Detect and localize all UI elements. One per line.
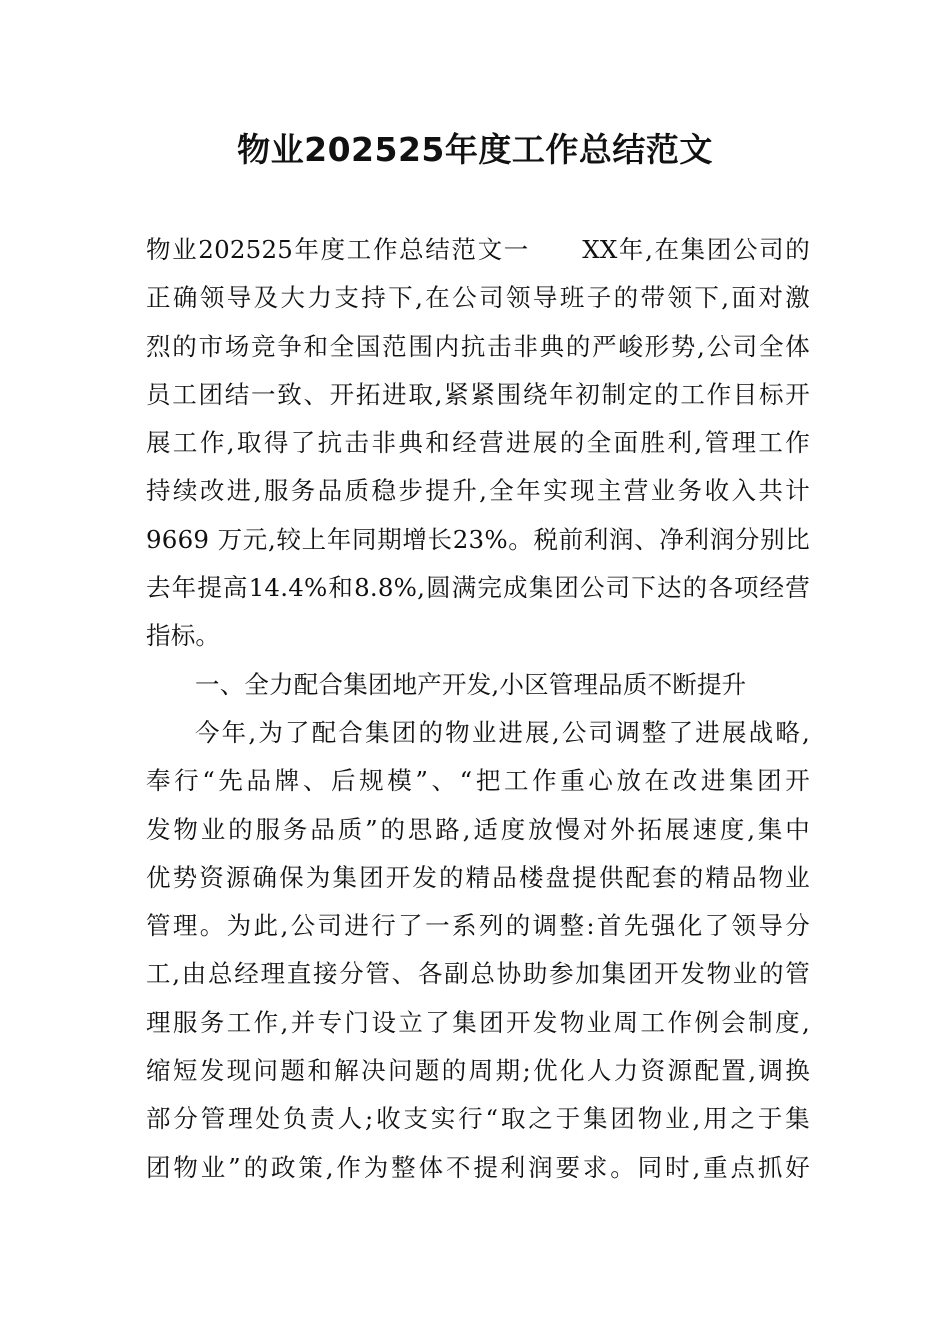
- text-line: 员工团结一致、开拓进取,紧紧围绕年初制定的工作目标开: [146, 379, 810, 409]
- text-line: 管理。为此,公司进行了一系列的调整:首先强化了领导分: [146, 911, 810, 941]
- text-line: 正确领导及大力支持下,在公司领导班子的带领下,面对激: [146, 283, 810, 313]
- text-line: 团物业”的政策,作为整体不提利润要求。同时,重点抓好: [146, 1152, 810, 1182]
- text-line: 部分管理处负责人;收支实行“取之于集团物业,用之于集: [146, 1104, 810, 1134]
- text-line: 指标。: [146, 621, 221, 651]
- text-line: 奉行“先品牌、后规模”、“把工作重心放在改进集团开: [146, 766, 810, 796]
- text-line: 今年,为了配合集团的物业进展,公司调整了进展战略,: [195, 717, 810, 747]
- text-line: 缩短发现问题和解决问题的周期;优化人力资源配置,调换: [146, 1056, 810, 1086]
- document-title: 物业202525年度工作总结范文: [237, 130, 713, 169]
- text-line: 展工作,取得了抗击非典和经营进展的全面胜利,管理工作: [146, 428, 810, 458]
- text-line: 优势资源确保为集团开发的精品楼盘提供配套的精品物业: [146, 862, 810, 892]
- text-line: 理服务工作,并专门设立了集团开发物业周工作例会制度,: [146, 1007, 810, 1037]
- text-line: 发物业的服务品质”的思路,适度放慢对外拓展速度,集中: [146, 814, 810, 844]
- text-line: 持续改进,服务品质稳步提升,全年实现主营业务收入共计: [146, 476, 810, 506]
- text-line: 物业202525年度工作总结范文一 XX年,在集团公司的: [146, 235, 810, 264]
- text-line: 一、全力配合集团地产开发,小区管理品质不断提升: [195, 669, 747, 699]
- text-line: 烈的市场竞争和全国范围内抗击非典的严峻形势,公司全体: [146, 331, 810, 361]
- text-line: 9669 万元,较上年同期增长23%。税前利润、净利润分别比: [146, 524, 810, 554]
- text-line: 工,由总经理直接分管、各副总协助参加集团开发物业的管: [146, 959, 810, 989]
- text-line: 去年提高14.4%和8.8%,圆满完成集团公司下达的各项经营: [146, 573, 810, 603]
- document-body: [146, 226, 810, 1192]
